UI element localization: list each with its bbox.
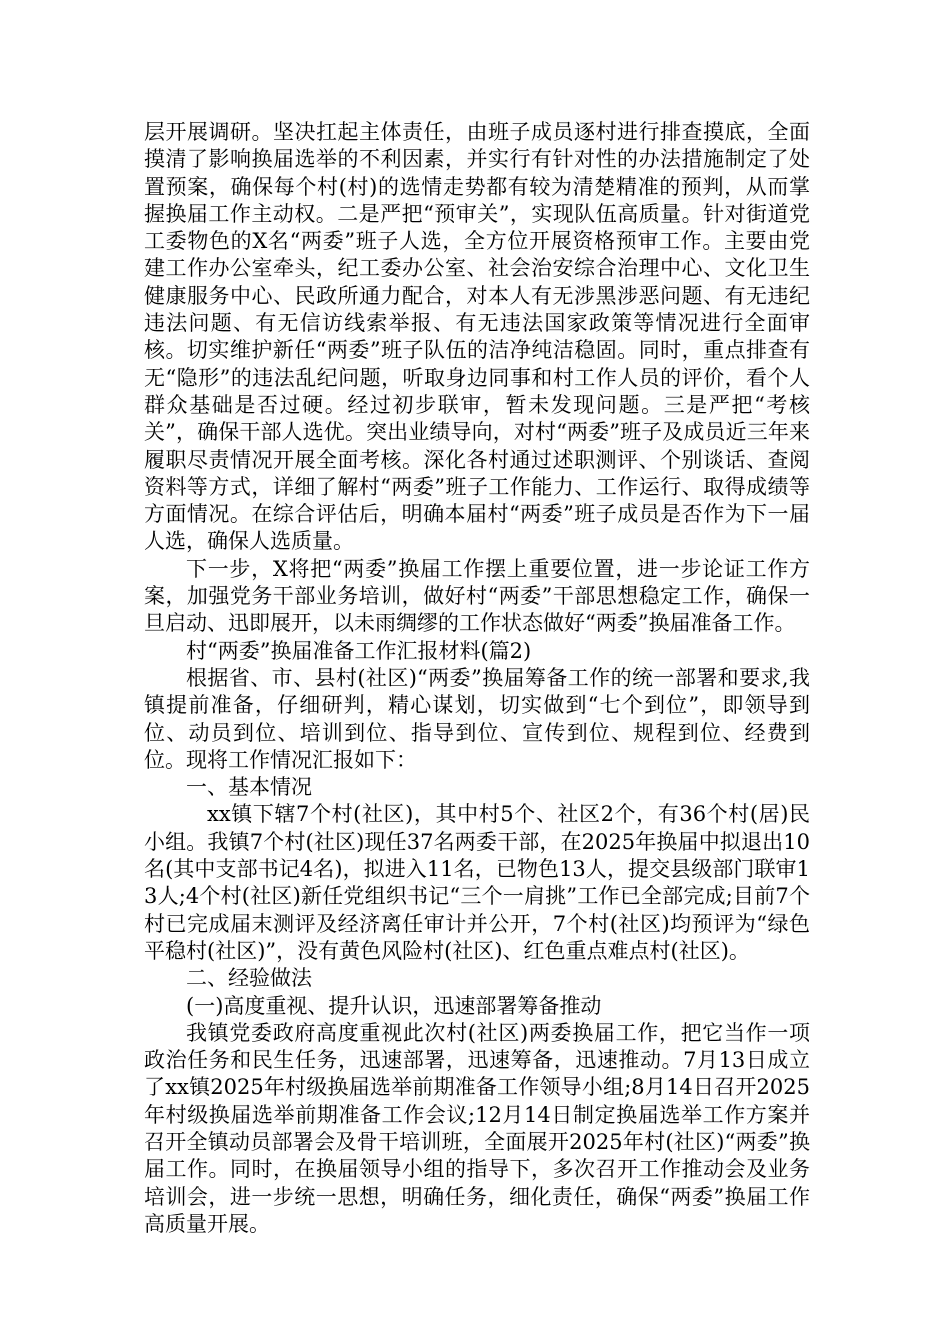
paragraph-next-steps: 下一步，X将把“两委”换届工作摆上重要位置，进一步论证工作方案，加强党务干部业务培训，做好村“两委”干部思想稳定工作，确保一旦启动、迅即展开，以未雨绸缪的工作状态做好“两委”换届准备工作。	[144, 556, 810, 636]
section-title-part2: 村“两委”换届准备工作汇报材料(篇2)	[186, 638, 532, 663]
document-page	[144, 119, 810, 1238]
subheading-attention: (一)高度重视、提升认识，迅速部署筹备推动	[186, 993, 602, 1018]
heading-experience: 二、经验做法	[186, 966, 312, 991]
paragraph-continuation: 层开展调研。坚决扛起主体责任，由班子成员逐村进行排查摸底，全面摸清了影响换届选举的不利因素，并实行有针对性的办法措施制定了处置预案，确保每个村(村)的选情走势都有较为清楚精准的预判，从而掌握换届工作主动权。二是严把“预审关”，实现队伍高质量。针对街道党工委物色的X名“两委”班子人选，全方位开展资格预审工作。主要由党建工作办公室牵头，纪工委办公室、社会治安综合治理中心、文化卫生健康服务中心、民政所通力配合，对本人有无涉黑涉恶问题、有无违纪违法问题、有无信访线索举报、有无违法国家政策等情况进行全面审核。切实维护新任“两委”班子队伍的洁净纯洁稳固。同时，重点排查有无“隐形”的违法乱纪问题，听取身边同事和村工作人员的评价，看个人群众基础是否过硬。经过初步联审，暂未发现问题。三是严把“考核关”，确保干部人选优。突出业绩导向，对村“两委”班子及成员近三年来履职尽责情况开展全面考核。深化各村通过述职测评、个别谈话、查阅资料等方式，详细了解村“两委”班子工作能力、工作运行、取得成绩等方面情况。在综合评估后，明确本届村“两委”班子成员是否作为下一届人选，确保人选质量。	[144, 120, 810, 554]
paragraph-intro: 根据省、市、县村(社区)“两委”换届筹备工作的统一部署和要求,我镇提前准备，仔细研判，精心谋划，切实做到“七个到位”，即领导到位、动员到位、培训到位、指导到位、宣传到位、规程到位、经费到位。现将工作情况汇报如下：	[144, 665, 810, 772]
heading-basic-situation: 一、基本情况	[186, 775, 312, 800]
paragraph-basic-situation: xx镇下辖7个村(社区)，其中村5个、社区2个，有36个村(居)民小组。我镇7个村(社区)现任37名两委干部，在2025年换届中拟退出10名(其中支部书记4名)，拟进入11名，已物色13人，提交县级部门联审13人;4个村(社区)新任党组织书记“三个一肩挑”工作已全部完成;目前7个村已完成届末测评及经济离任审计并公开，7个村(社区)均预评为“绿色平稳村(社区)”，没有黄色风险村(社区)、红色重点难点村(社区)。	[144, 802, 810, 963]
paragraph-attention: 我镇党委政府高度重视此次村(社区)两委换届工作，把它当作一项政治任务和民生任务，迅速部署，迅速筹备，迅速推动。7月13日成立了xx镇2025年村级换届选举前期准备工作领导小组;8月14日召开2025年村级换届选举前期准备工作会议;12月14日制定换届选举工作方案并召开全镇动员部署会及骨干培训班，全面展开2025年村(社区)“两委”换届工作。同时，在换届领导小组的指导下，多次召开工作推动会及业务培训会，进一步统一思想，明确任务，细化责任，确保“两委”换届工作高质量开展。	[144, 1020, 810, 1236]
